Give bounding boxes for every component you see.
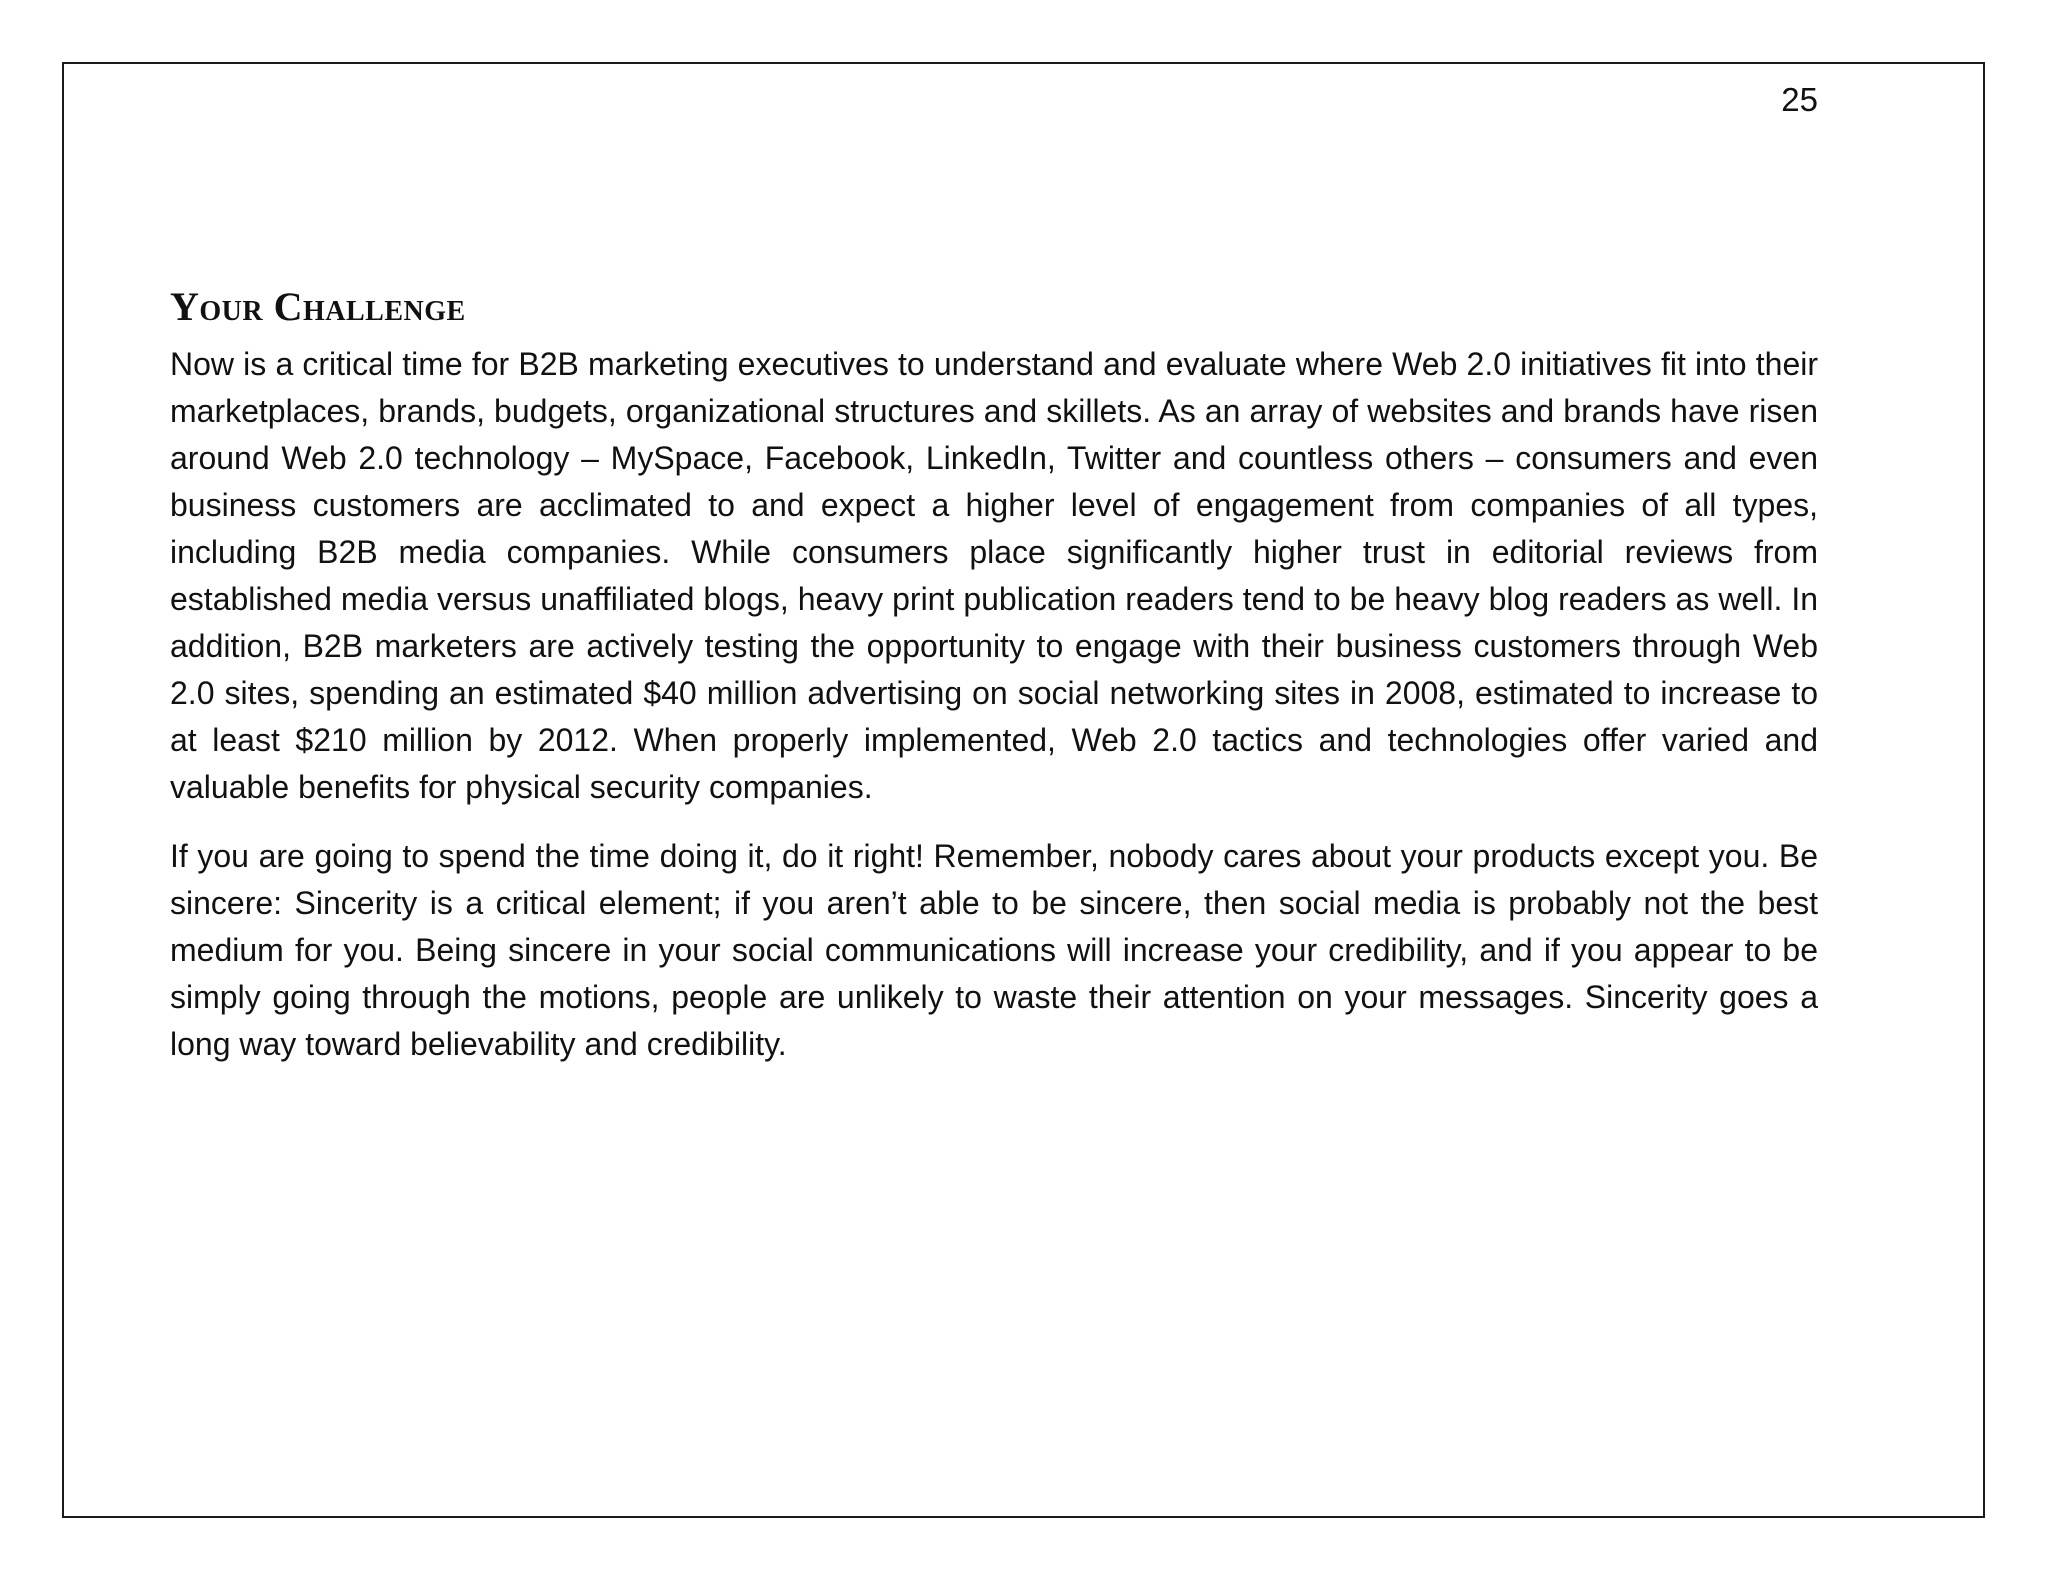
section-your-challenge [170,283,1818,1090]
section-heading: Your Challenge [170,284,466,329]
paragraph-sincerity: If you are going to spend the time doing it, do it right! Remember, nobody cares about your products except you. Be sincere: Sincerity is a critical element; if you aren’t able to be sincere, then social media is probably not the best medium for you. Being sincere in your social communications will increase your credibility, and if you appear to be simply going through the motions, people are unlikely to waste their attention on your messages. Sincerity goes a long way toward believability and credibility. [170,838,1818,1062]
paragraph-web20-overview: Now is a critical time for B2B marketing executives to understand and evaluate where Web 2.0 initiatives fit into their marketplaces, brands, budgets, organizational structures and skillets. As an array of websites and brands have risen around Web 2.0 technology – MySpace, Facebook, LinkedIn, Twitter and countless others – consumers and even business customers are acclimated to and expect a higher level of engagement from companies of all types, including B2B media companies. While consumers place significantly higher trust in editorial reviews from established media versus unaffiliated blogs, heavy print publication readers tend to be heavy blog readers as well. In addition, B2B marketers are actively testing the opportunity to engage with their business customers through Web 2.0 sites, spending an estimated $40 million advertising on social networking sites in 2008, estimated to increase to at least $210 million by 2012. When properly implemented, Web 2.0 tactics and technologies offer varied and valuable benefits for physical security companies. [170,346,1818,805]
page-number: 25 [1781,81,1818,118]
